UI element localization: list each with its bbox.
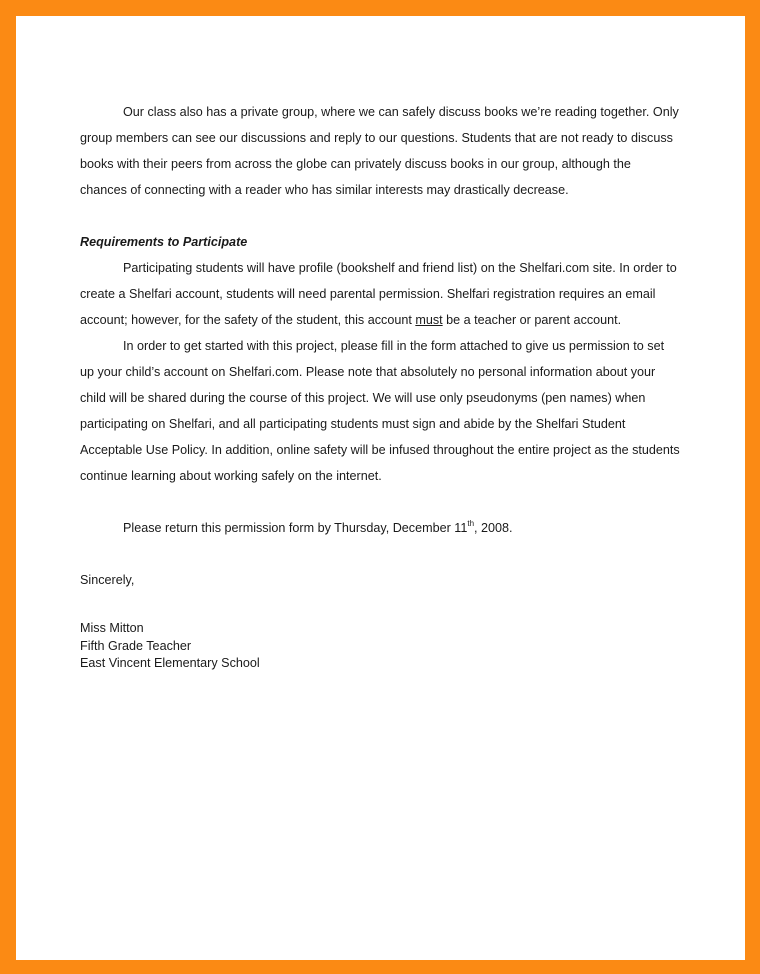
return-text-start: Please return this permission form by Thursday, December 11 <box>123 521 468 535</box>
ordinal-suffix: th <box>467 519 475 528</box>
paragraph-private-group: Our class also has a private group, where we can safely discuss books we’re reading together. Only group members can see our discussions and reply to our questions. Students that are not ready to discuss books with their peers from across the globe can privately discuss books in our group, although the chances of connecting with a reader who has similar interests may drastically decrease. <box>80 105 679 197</box>
emphasis-must: must <box>415 313 443 327</box>
paragraph-get-started: In order to get started with this project, please fill in the form attached to give us permission to set up your child’s account on Shelfari.com. Please note that absolutely no personal information about your child will be shared during the course of this project. We will use only pseudonyms (pen names) when participating on Shelfari, and all participating students must sign and abide by the Shelfari Student Acceptable Use Policy. In addition, online safety will be infused throughout the entire project as the students continue learning about working safely on the internet. <box>80 339 680 483</box>
signature-name: Miss Mitton <box>80 621 144 635</box>
return-text-end: , 2008. <box>474 521 513 535</box>
section-heading-requirements: Requirements to Participate <box>80 235 248 249</box>
signature-block <box>80 620 680 673</box>
paragraph-return-date <box>80 515 680 541</box>
signature-title: Fifth Grade Teacher <box>80 638 192 653</box>
requirements-text-start: Participating students will have profile (bookshelf and friend list) on the Shelfari.com site. In order to create a Shelfari account, students will need parental permission. Shelfari registration requires an email account; however, for the safety of the student, this account <box>80 261 677 327</box>
spacer <box>80 489 680 515</box>
signature-school: East Vincent Elementary School <box>80 656 260 670</box>
paragraph-requirements <box>80 255 680 333</box>
letter-body <box>80 99 680 673</box>
closing-salutation: Sincerely, <box>80 573 135 587</box>
requirements-text-end: be a teacher or parent account. <box>442 313 622 327</box>
